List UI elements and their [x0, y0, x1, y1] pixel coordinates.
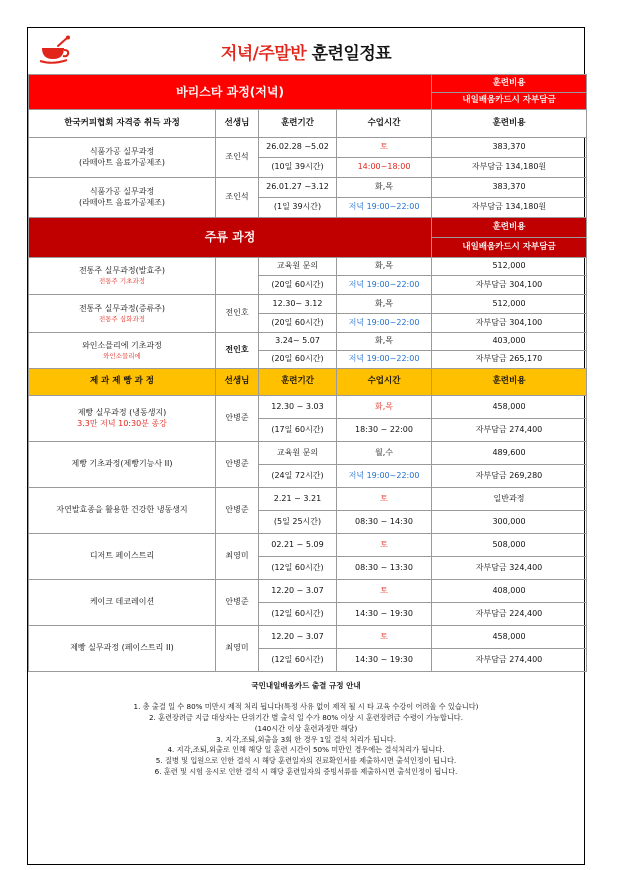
barista-band-title: 바리스타 과정(저녁): [29, 75, 432, 110]
class-time: 저녁 19:00~22:00: [337, 198, 432, 218]
col-course: 한국커피협회 자격증 취득 과정: [29, 110, 216, 138]
period: 12.30 ~ 3.03: [259, 396, 337, 419]
teacher: 안병준: [216, 488, 259, 534]
class-time: 14:00~18:00: [337, 158, 432, 178]
course-name: 제빵 실무과정 (페이스트리 II): [29, 626, 216, 672]
class-time: 저녁 19:00~22:00: [337, 314, 432, 333]
table-row: [29, 295, 587, 314]
class-day: 토: [337, 488, 432, 511]
copay: 자부담금 134,180원: [432, 198, 587, 218]
table-row: [29, 626, 587, 649]
course-name: 제빵 실무과정 (냉동생지) 3.3만 저녁 10:30분 종강: [29, 396, 216, 442]
teacher: 조인석: [216, 178, 259, 218]
class-time: 저녁 19:00~22:00: [337, 465, 432, 488]
period: 교육원 문의: [259, 442, 337, 465]
col-period: 훈련기간: [259, 369, 337, 396]
fee: 512,000: [432, 258, 587, 276]
table-row: [29, 178, 587, 198]
period-hours: (12일 60시간): [259, 603, 337, 626]
notes-line: (140시간 이상 훈련과정만 해당): [254, 723, 358, 733]
copay: 자부담금 324,400: [432, 557, 587, 580]
barista-band: [29, 75, 587, 93]
course-name: 자연발효종을 활용한 건강한 냉동생지: [29, 488, 216, 534]
notes-title: 국민내일배움카드 출결 규정 안내: [251, 681, 361, 690]
col-period: 훈련기간: [259, 110, 337, 138]
period: 2.21 ~ 3.21: [259, 488, 337, 511]
barista-header-row: [29, 110, 587, 138]
copay: 자부담금 265,170: [432, 351, 587, 369]
coffee-cup-logo-icon: [38, 35, 72, 65]
col-course: 제 과 제 빵 과 정: [29, 369, 216, 396]
teacher: 안병준: [216, 580, 259, 626]
col-time: 수업시간: [337, 369, 432, 396]
period: 26.02.28 ~5.02: [259, 138, 337, 158]
fee: 일반과정: [432, 488, 587, 511]
period-hours: (20일 60시간): [259, 351, 337, 369]
class-day: 토: [337, 138, 432, 158]
teacher: 전인호: [216, 295, 259, 333]
course-name: 전통주 실무과정(증류주) 전통주 심화과정: [29, 295, 216, 333]
teacher: 전인호: [216, 333, 259, 369]
table-row: [29, 580, 587, 603]
col-fee: 훈련비용: [432, 110, 587, 138]
card-copay-label: 내일배움카드시 자부담금: [432, 238, 587, 258]
teacher: 최영미: [216, 534, 259, 580]
table-row: [29, 488, 587, 511]
title-main: 훈련일정표: [311, 43, 392, 64]
teacher: 안병준: [216, 396, 259, 442]
period-hours: (10일 39시간): [259, 158, 337, 178]
class-time: 14:30 ~ 19:30: [337, 603, 432, 626]
table-row: [29, 138, 587, 158]
col-time: 수업시간: [337, 110, 432, 138]
period-hours: (1일 39시간): [259, 198, 337, 218]
fee: 508,000: [432, 534, 587, 557]
period: 26.01.27 ~3.12: [259, 178, 337, 198]
class-day: 토: [337, 626, 432, 649]
copay: 자부담금 224,400: [432, 603, 587, 626]
copay: 자부담금 304,100: [432, 314, 587, 333]
fee: 408,000: [432, 580, 587, 603]
class-day: 화,목: [337, 333, 432, 351]
schedule-page: [27, 27, 585, 865]
bakery-header-row: [29, 369, 587, 396]
page-title: [221, 39, 391, 64]
period: 12.20 ~ 3.07: [259, 580, 337, 603]
notes-line: 2. 훈련장려금 지급 대상자는 단위기간 별 출석 일 수가 80% 이상 시 훈련장려금 수령이 가능합니다.: [148, 713, 463, 723]
period-hours: (20일 60시간): [259, 314, 337, 333]
liquor-band-title: 주류 과정: [29, 218, 432, 258]
fee: 458,000: [432, 626, 587, 649]
teacher: [216, 258, 259, 295]
course-name: 와인소믈리에 기초과정 와인소믈리에: [29, 333, 216, 369]
course-name: 제빵 기초과정(제빵기능사 II): [29, 442, 216, 488]
fee: 489,600: [432, 442, 587, 465]
col-teacher: 선생님: [216, 369, 259, 396]
fee: 383,370: [432, 178, 587, 198]
copay: 자부담금 134,180원: [432, 158, 587, 178]
title-highlight: 저녁/주말반: [220, 43, 307, 64]
card-copay-label: 내일배움카드시 자부담금: [432, 93, 587, 110]
period: 교육원 문의: [259, 258, 337, 276]
fee: 512,000: [432, 295, 587, 314]
fee: 383,370: [432, 138, 587, 158]
class-day: 월,수: [337, 442, 432, 465]
fee: 458,000: [432, 396, 587, 419]
notes-line: 5. 질병 및 입원으로 인한 결석 시 해당 훈련일자의 진료확인서를 제출하시면 출석인정이 됩니다.: [155, 756, 457, 766]
class-time: 저녁 19:00~22:00: [337, 351, 432, 369]
class-time: 14:30 ~ 19:30: [337, 649, 432, 672]
class-time: 08:30 ~ 13:30: [337, 557, 432, 580]
course-name: 식품가공 실무과정 (라떼아트 음료가공제조): [29, 138, 216, 178]
table-row: [29, 442, 587, 465]
course-name: 케이크 데코레이션: [29, 580, 216, 626]
period-hours: (17일 60시간): [259, 419, 337, 442]
schedule-table: [28, 74, 587, 672]
period-hours: (12일 60시간): [259, 649, 337, 672]
fee-label: 훈련비용: [432, 218, 587, 238]
course-name: 식품가공 실무과정 (라떼아트 음료가공제조): [29, 178, 216, 218]
class-day: 화,목: [337, 396, 432, 419]
class-day: 화,목: [337, 258, 432, 276]
period: 12.20 ~ 3.07: [259, 626, 337, 649]
attendance-notes: [28, 672, 584, 778]
class-day: 토: [337, 580, 432, 603]
teacher: 최영미: [216, 626, 259, 672]
period: 12.30~ 3.12: [259, 295, 337, 314]
table-row: [29, 534, 587, 557]
liquor-band: [29, 218, 587, 238]
copay: 300,000: [432, 511, 587, 534]
notes-line: 4. 지각,조퇴,외출로 인해 해당 일 훈련 시간이 50% 미만인 경우에는 결석처리가 됩니다.: [167, 745, 445, 755]
class-time: 18:30 ~ 22:00: [337, 419, 432, 442]
col-teacher: 선생님: [216, 110, 259, 138]
header: [28, 28, 584, 74]
class-day: 화,목: [337, 178, 432, 198]
copay: 자부담금 304,100: [432, 276, 587, 295]
notes-line: 6. 훈련 및 시험 응시로 인한 결석 시 해당 훈련일자의 증빙서류를 제출하시면 출석인정이 됩니다.: [154, 767, 458, 777]
table-row: [29, 333, 587, 351]
fee-label: 훈련비용: [432, 75, 587, 93]
table-row: [29, 258, 587, 276]
period-hours: (5일 25시간): [259, 511, 337, 534]
copay: 자부담금 274,400: [432, 419, 587, 442]
class-time: 저녁 19:00~22:00: [337, 276, 432, 295]
period-hours: (24일 72시간): [259, 465, 337, 488]
notes-line: 3. 지각,조퇴,외출을 3회 한 경우 1일 결석 처리가 됩니다.: [216, 734, 396, 744]
copay: 자부담금 269,280: [432, 465, 587, 488]
class-time: 08:30 ~ 14:30: [337, 511, 432, 534]
copay: 자부담금 274,400: [432, 649, 587, 672]
period-hours: (20일 60시간): [259, 276, 337, 295]
table-row: [29, 396, 587, 419]
notes-line: 1. 총 출결 일 수 80% 미만시 제적 처리 됩니다(특정 사유 없이 제적 될 시 타 교육 수강이 어려울 수 있습니다): [133, 702, 479, 712]
period: 02.21 ~ 5.09: [259, 534, 337, 557]
period: 3.24~ 5.07: [259, 333, 337, 351]
class-day: 화,목: [337, 295, 432, 314]
col-fee: 훈련비용: [432, 369, 587, 396]
period-hours: (12일 60시간): [259, 557, 337, 580]
teacher: 조인석: [216, 138, 259, 178]
course-name: 디저트 페이스트리: [29, 534, 216, 580]
fee: 403,000: [432, 333, 587, 351]
class-day: 토: [337, 534, 432, 557]
teacher: 안병준: [216, 442, 259, 488]
course-name: 전통주 실무과정(발효주) 전통주 기초과정: [29, 258, 216, 295]
